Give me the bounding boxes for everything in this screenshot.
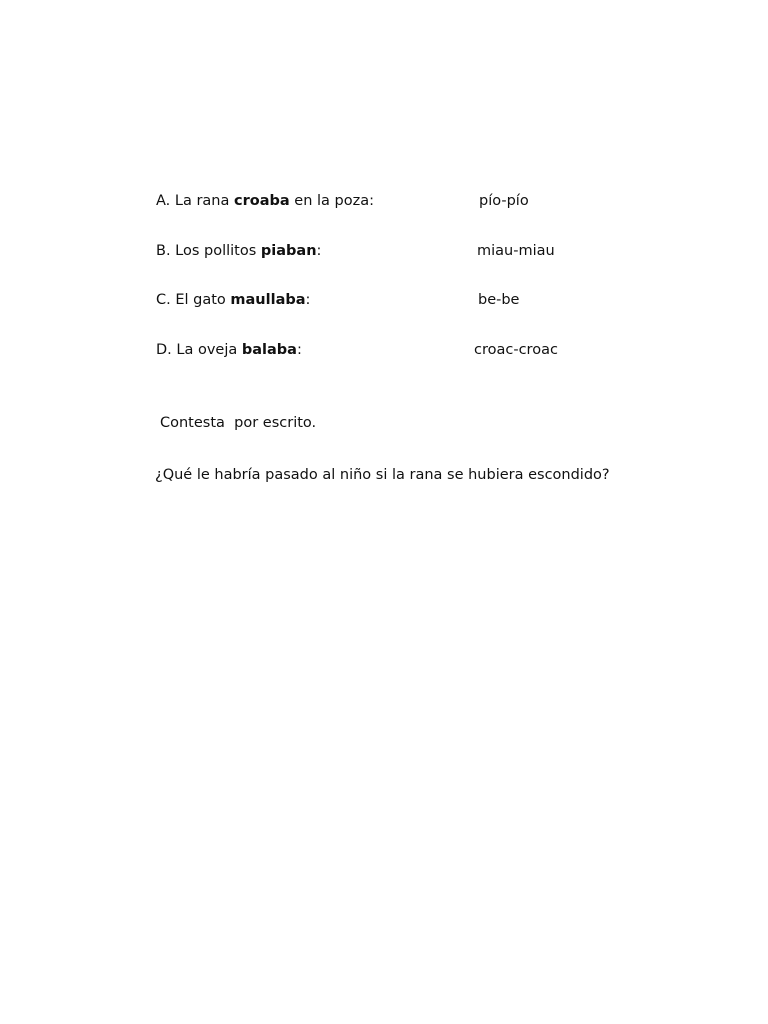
sentence-c — [156, 288, 310, 312]
sentence-a-verb: croaba — [234, 193, 290, 209]
sentence-a-prefix: A. La rana — [156, 193, 234, 209]
matching-row-d — [156, 338, 616, 362]
sound-option-3: be-be — [478, 292, 520, 308]
sound-option-2: miau-miau — [477, 243, 555, 259]
sound-option-4: croac-croac — [474, 342, 558, 358]
matching-row-a — [156, 189, 616, 213]
sentence-b-suffix: : — [316, 243, 322, 259]
instruction-text: Contesta por escrito. — [160, 415, 317, 431]
sentence-a-suffix: en la poza: — [289, 193, 374, 209]
sentence-b-verb: piaban — [260, 243, 317, 259]
matching-row-b — [156, 239, 616, 263]
sound-option-1: pío-pío — [479, 193, 529, 209]
sentence-d-verb: balaba — [241, 342, 297, 358]
sentence-c-verb: maullaba — [230, 292, 306, 308]
matching-row-c — [156, 288, 616, 312]
sentence-c-prefix: C. El gato — [156, 292, 231, 308]
sentence-c-suffix: : — [305, 292, 311, 308]
sentence-a — [156, 189, 374, 213]
sentence-d-prefix: D. La oveja — [156, 342, 242, 358]
sentence-d-suffix: : — [296, 342, 302, 358]
question-text: ¿Qué le habría pasado al niño si la rana se hubiera escondido? — [155, 467, 610, 483]
sentence-b-prefix: B. Los pollitos — [156, 243, 261, 259]
sentence-b — [156, 239, 321, 263]
sentence-d — [156, 338, 302, 362]
